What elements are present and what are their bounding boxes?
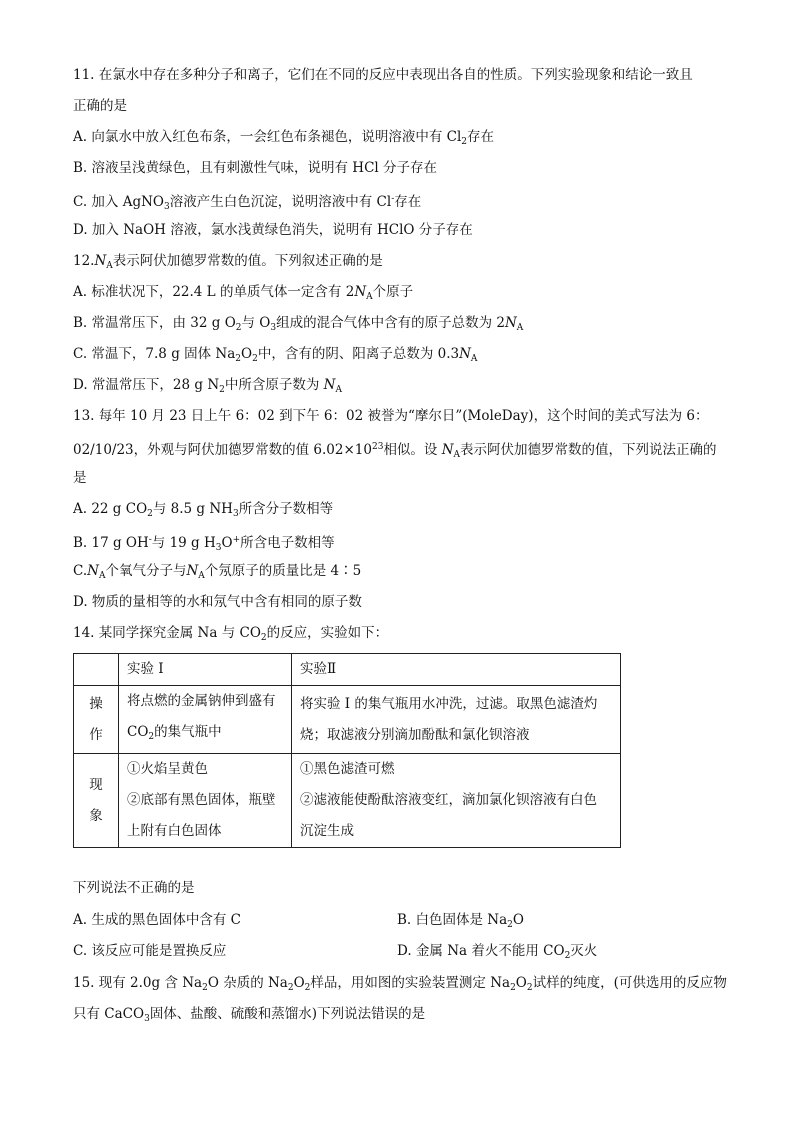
table-corner-cell [74, 654, 119, 686]
q11-option-d: D. 加入 NaOH 溶液，氯水浅黄绿色消失，说明有 HClO 分子存在 [73, 222, 473, 238]
q12-stem: $12.N_A$表示阿伏加德罗常数的值。下列叙述正确的是 [73, 253, 383, 271]
q13-stem-line2: 02/10/23，外观与阿伏加德罗常数的值 $6.02\times 10^{23}$相似。设 $N_A$表示阿伏加德罗常数的值，下列说法正确的 [73, 442, 717, 460]
q14-option-c: C. 该反应可能是置换反应 [73, 943, 227, 959]
row-head-phenomenon: 现 象 [74, 754, 119, 848]
q12-option-c: C. 常温下，7.8 g 固体 $Na_2O_2$中，含有的阴、阳离子总数为 $0.3N_A$ [73, 346, 478, 364]
row-head-operation: 操 作 [74, 686, 119, 754]
q14-option-d: D. 金属 Na 着火不能用 $CO_2$灭火 [397, 943, 598, 961]
table-row-operation [74, 686, 621, 754]
q13-stem-line3: 是 [73, 470, 87, 486]
q14-question: 下列说法不正确的是 [73, 880, 195, 896]
table-col-experiment-2: 实验Ⅱ [292, 654, 621, 686]
q11-stem-line1: 11. 在氯水中存在多种分子和离子，它们在不同的反应中表现出各自的性质。下列实验现象和结论一致且 [73, 67, 693, 83]
q11-option-a: A. 向氯水中放入红色布条，一会红色布条褪色，说明溶液中有 $Cl_2$存在 [73, 129, 495, 147]
q11-option-b: B. 溶液呈浅黄绿色，且有刺激性气味，说明有 HCl 分子存在 [73, 160, 438, 176]
table-row-phenomenon [74, 754, 621, 848]
q14-option-b: B. 白色固体是 $Na_2O$ [397, 912, 524, 930]
cell-operation-exp1: 将点燃的金属钠伸到盛有 $CO_2$的集气瓶中 [119, 686, 292, 754]
q12-option-d: D. 常温常压下，28 g $N_2$中所含原子数为 $N_A$ [73, 377, 342, 395]
q13-option-c: $C.N_A$个氧气分子与$N_A$个氖原子的质量比是 4∶5 [73, 563, 362, 581]
table-col-experiment-1: 实验 I [119, 654, 292, 686]
q11-option-c: C. 加入 AgNO$_3$溶液产生白色沉淀，说明溶液中有 Cl-存在 [73, 194, 422, 212]
q14-stem: 14. 某同学探究金属 Na 与 $CO_2$的反应，实验如下： [73, 625, 389, 643]
q15-stem-line2: 只有 CaCO$_3$固体、盐酸、硫酸和蒸馏水)下列说法错误的是 [73, 1006, 426, 1024]
q13-option-a: A. 22 g $CO_2$与 8.5 g $NH_3$所含分子数相等 [73, 501, 334, 519]
q11-stem-line2: 正确的是 [73, 98, 127, 114]
q14-experiment-table [73, 653, 621, 848]
q12-option-b: B. 常温常压下，由 32 g $O_2$与 $O_3$组成的混合气体中含有的原子总数为 $2N_A$ [73, 315, 524, 333]
q13-option-b: B. 17 g OH-与 19 g $H_3O^+$所含电子数相等 [73, 535, 335, 553]
q13-stem-line1: 13. 每年 10 月 23 日上午 6：02 到下午 6：02 被誉为“摩尔日”(MoleDay)，这个时间的美式写法为 6： [73, 408, 709, 424]
q13-option-d: D. 物质的量相等的水和氖气中含有相同的原子数 [73, 594, 362, 610]
cell-phenomenon-exp1: ①火焰呈黄色 ②底部有黑色固体，瓶壁 上附有白色固体 [119, 754, 292, 848]
table-header-row [74, 654, 621, 686]
q15-stem-line1: 15. 现有 2.0g 含 $Na_2O$ 杂质的 $Na_2O_2$样品，用如图的实验装置测定 $Na_2O_2$试样的纯度，(可供选用的反应物 [73, 975, 727, 993]
q14-option-a: A. 生成的黑色固体中含有 C [73, 912, 241, 928]
q12-option-a: A. 标准状况下，22.4 L 的单质气体一定含有 $2N_A$个原子 [73, 284, 414, 302]
cell-operation-exp2: 将实验 I 的集气瓶用水冲洗，过滤。取黑色滤渣灼 烧；取滤液分别滴加酚酞和氯化钡溶液 [292, 686, 621, 754]
cell-phenomenon-exp2: ①黑色滤渣可燃 ②滤液能使酚酞溶液变红，滴加氯化钡溶液有白色 沉淀生成 [292, 754, 621, 848]
